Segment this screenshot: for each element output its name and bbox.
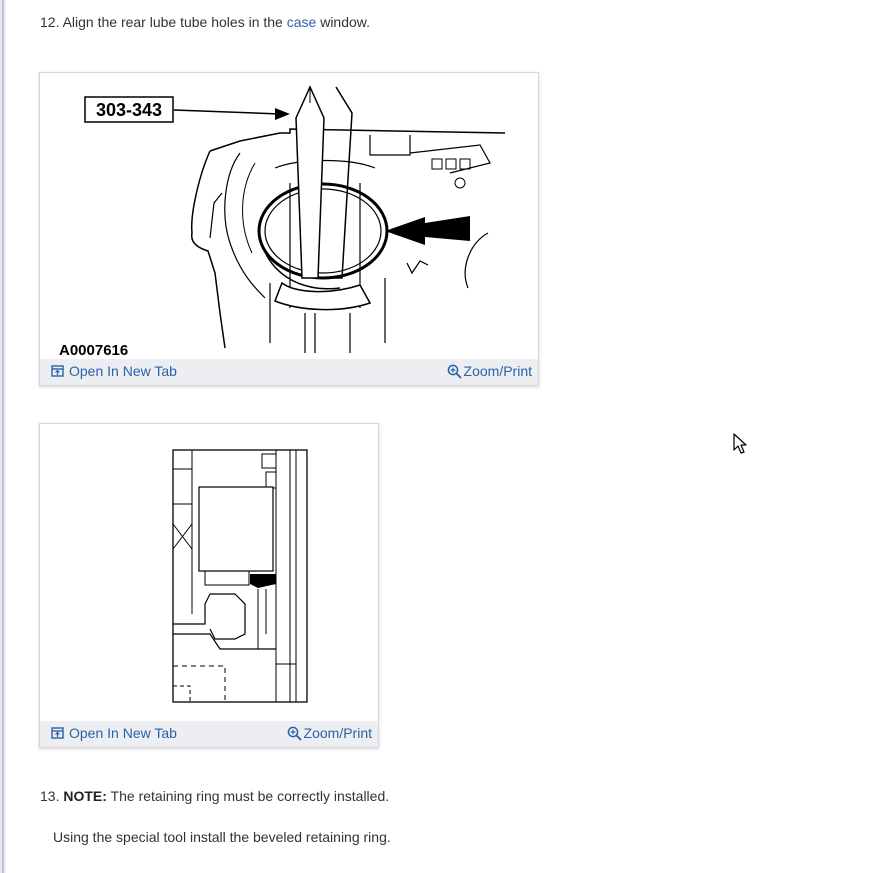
callout-label: 303-343 bbox=[95, 100, 163, 120]
step-12-prefix: 12. Align the rear lube tube holes in the bbox=[40, 14, 287, 30]
figure-1-illustration bbox=[40, 73, 538, 359]
figure-1 bbox=[39, 72, 539, 386]
open-new-tab-icon bbox=[51, 365, 64, 377]
figure-2-zoom-print[interactable] bbox=[287, 725, 372, 741]
zoom-print-label: Zoom/Print bbox=[303, 725, 372, 741]
figure-1-toolbar bbox=[40, 359, 538, 385]
figure-2-illustration bbox=[40, 424, 378, 721]
note-text: The retaining ring must be correctly installed. bbox=[106, 788, 390, 804]
left-rail bbox=[0, 0, 6, 873]
step-13-number: 13. bbox=[40, 788, 64, 804]
open-new-tab-icon bbox=[51, 727, 64, 739]
zoom-icon bbox=[287, 726, 302, 741]
figure-2 bbox=[39, 423, 379, 748]
step-12-text bbox=[40, 13, 370, 31]
note-label: NOTE: bbox=[63, 788, 107, 804]
open-new-tab-label: Open In New Tab bbox=[69, 363, 177, 379]
open-new-tab-label: Open In New Tab bbox=[69, 725, 177, 741]
figure-2-toolbar bbox=[40, 721, 378, 747]
mouse-cursor-icon bbox=[733, 433, 749, 455]
step-13-text bbox=[40, 787, 389, 805]
figure-1-open-new-tab[interactable] bbox=[51, 363, 177, 379]
step-13-instruction: Using the special tool install the beveled retaining ring. bbox=[53, 829, 391, 845]
case-link[interactable]: case bbox=[286, 14, 317, 30]
step-12-suffix: window. bbox=[316, 14, 371, 30]
zoom-print-label: Zoom/Print bbox=[463, 363, 532, 379]
figure-1-id: A0007616 bbox=[59, 342, 129, 359]
zoom-icon bbox=[447, 364, 462, 379]
figure-2-open-new-tab[interactable] bbox=[51, 725, 177, 741]
figure-1-zoom-print[interactable] bbox=[447, 363, 532, 379]
